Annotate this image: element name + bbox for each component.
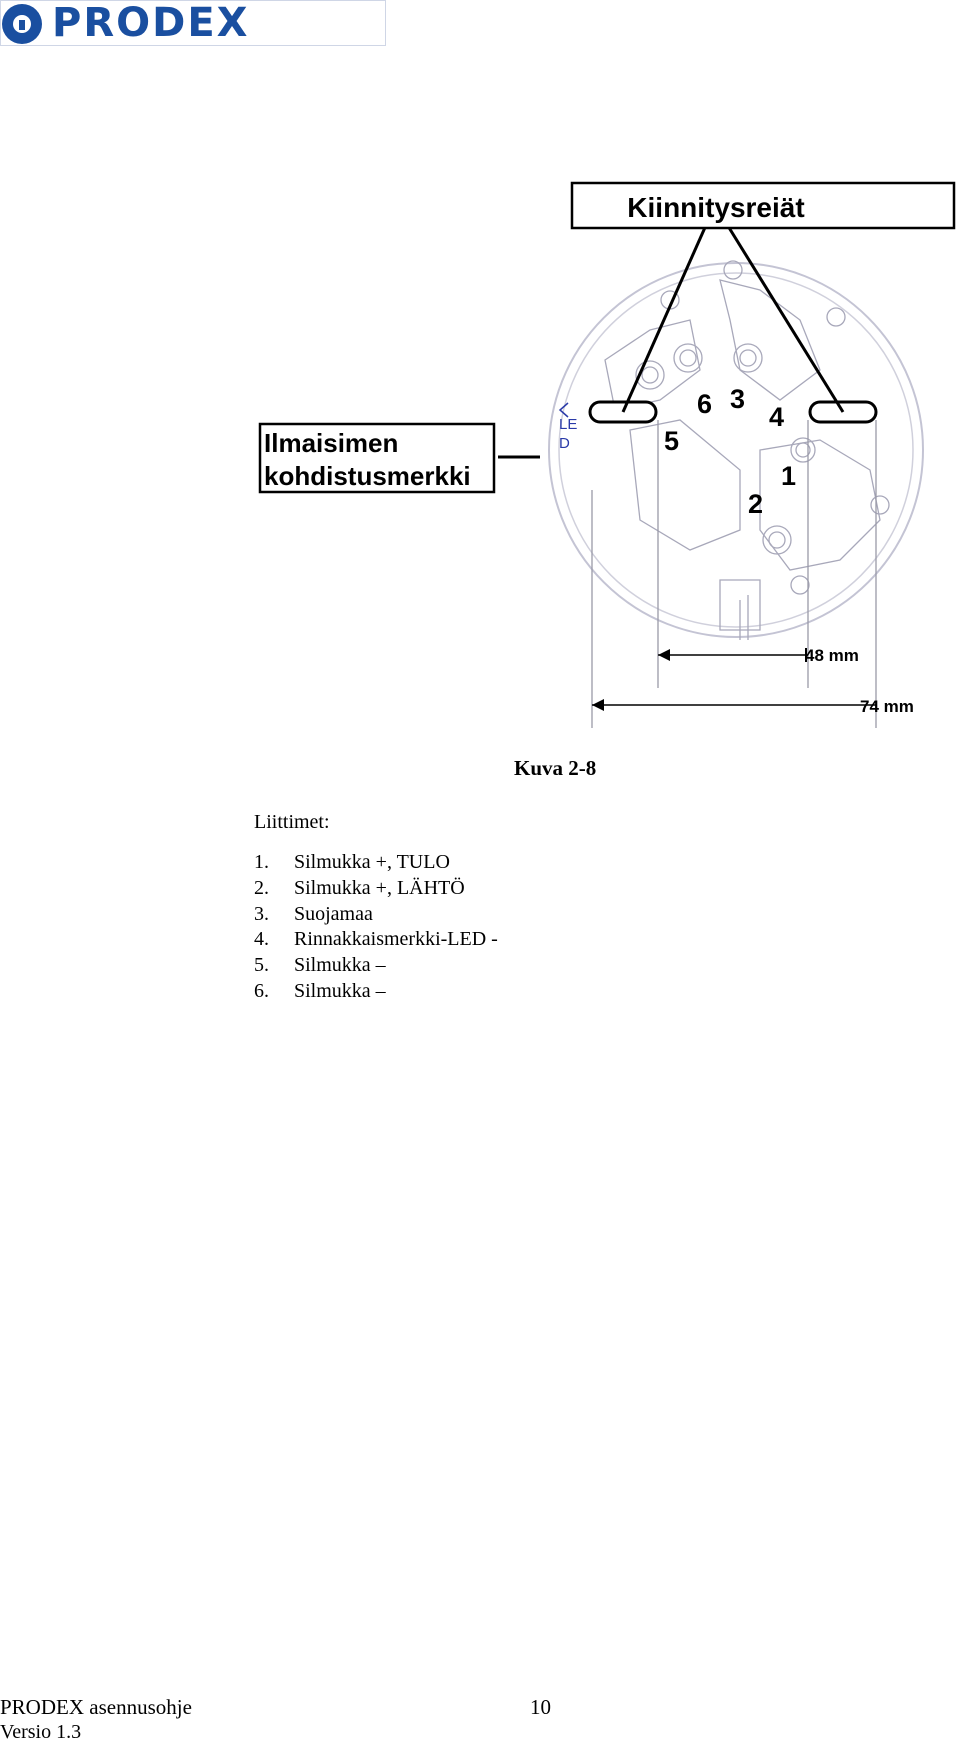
base-outer-ring	[549, 263, 923, 637]
list-item: 1. Silmukka +, TULO	[254, 851, 450, 873]
prodex-logo	[0, 0, 386, 46]
detector-mark-label-line1: Ilmaisimen	[264, 428, 399, 458]
led-label-line2: D	[559, 435, 570, 452]
dimension-48mm-label: 48 mm	[805, 646, 859, 665]
terminal-number-1: 1	[781, 461, 797, 491]
footer-doc-title: PRODEX asennusohje	[0, 1695, 192, 1719]
footer-version: Versio 1.3	[0, 1721, 82, 1743]
terminal-number-4: 4	[769, 402, 785, 432]
mounting-holes-label: Kiinnitysreiät	[627, 192, 805, 223]
led-label-line1: LE	[559, 416, 578, 433]
prodex-emblem-icon	[2, 4, 42, 44]
terminal-number-5: 5	[664, 426, 680, 456]
terminal-numbers	[664, 384, 796, 519]
terminal-number-3: 3	[730, 384, 746, 414]
figure-caption: Kuva 2-8	[514, 756, 597, 780]
terminal-number-6: 6	[697, 389, 713, 419]
detector-mark-label-line2: kohdistusmerkki	[264, 461, 471, 491]
connectors-title: Liittimet:	[254, 811, 330, 833]
base-inner-ring	[559, 273, 913, 627]
list-item: 6. Silmukka –	[254, 979, 386, 1002]
list-item: 3. Suojamaa	[254, 902, 373, 925]
list-item: 4. Rinnakkaismerkki-LED -	[254, 928, 498, 951]
list-item: 5. Silmukka –	[254, 954, 386, 977]
connectors-list	[254, 850, 498, 1005]
dimension-74mm	[592, 697, 914, 716]
list-item: 2. Silmukka +, LÄHTÖ	[254, 876, 465, 899]
dimension-48mm	[658, 646, 859, 665]
base-diagram	[0, 170, 960, 740]
dimension-74mm-label: 74 mm	[860, 697, 914, 716]
base-internal-structure	[605, 261, 889, 640]
terminal-number-2: 2	[748, 489, 764, 519]
page-number: 10	[530, 1695, 551, 1719]
logo-wordmark: PRODEX	[52, 0, 250, 46]
